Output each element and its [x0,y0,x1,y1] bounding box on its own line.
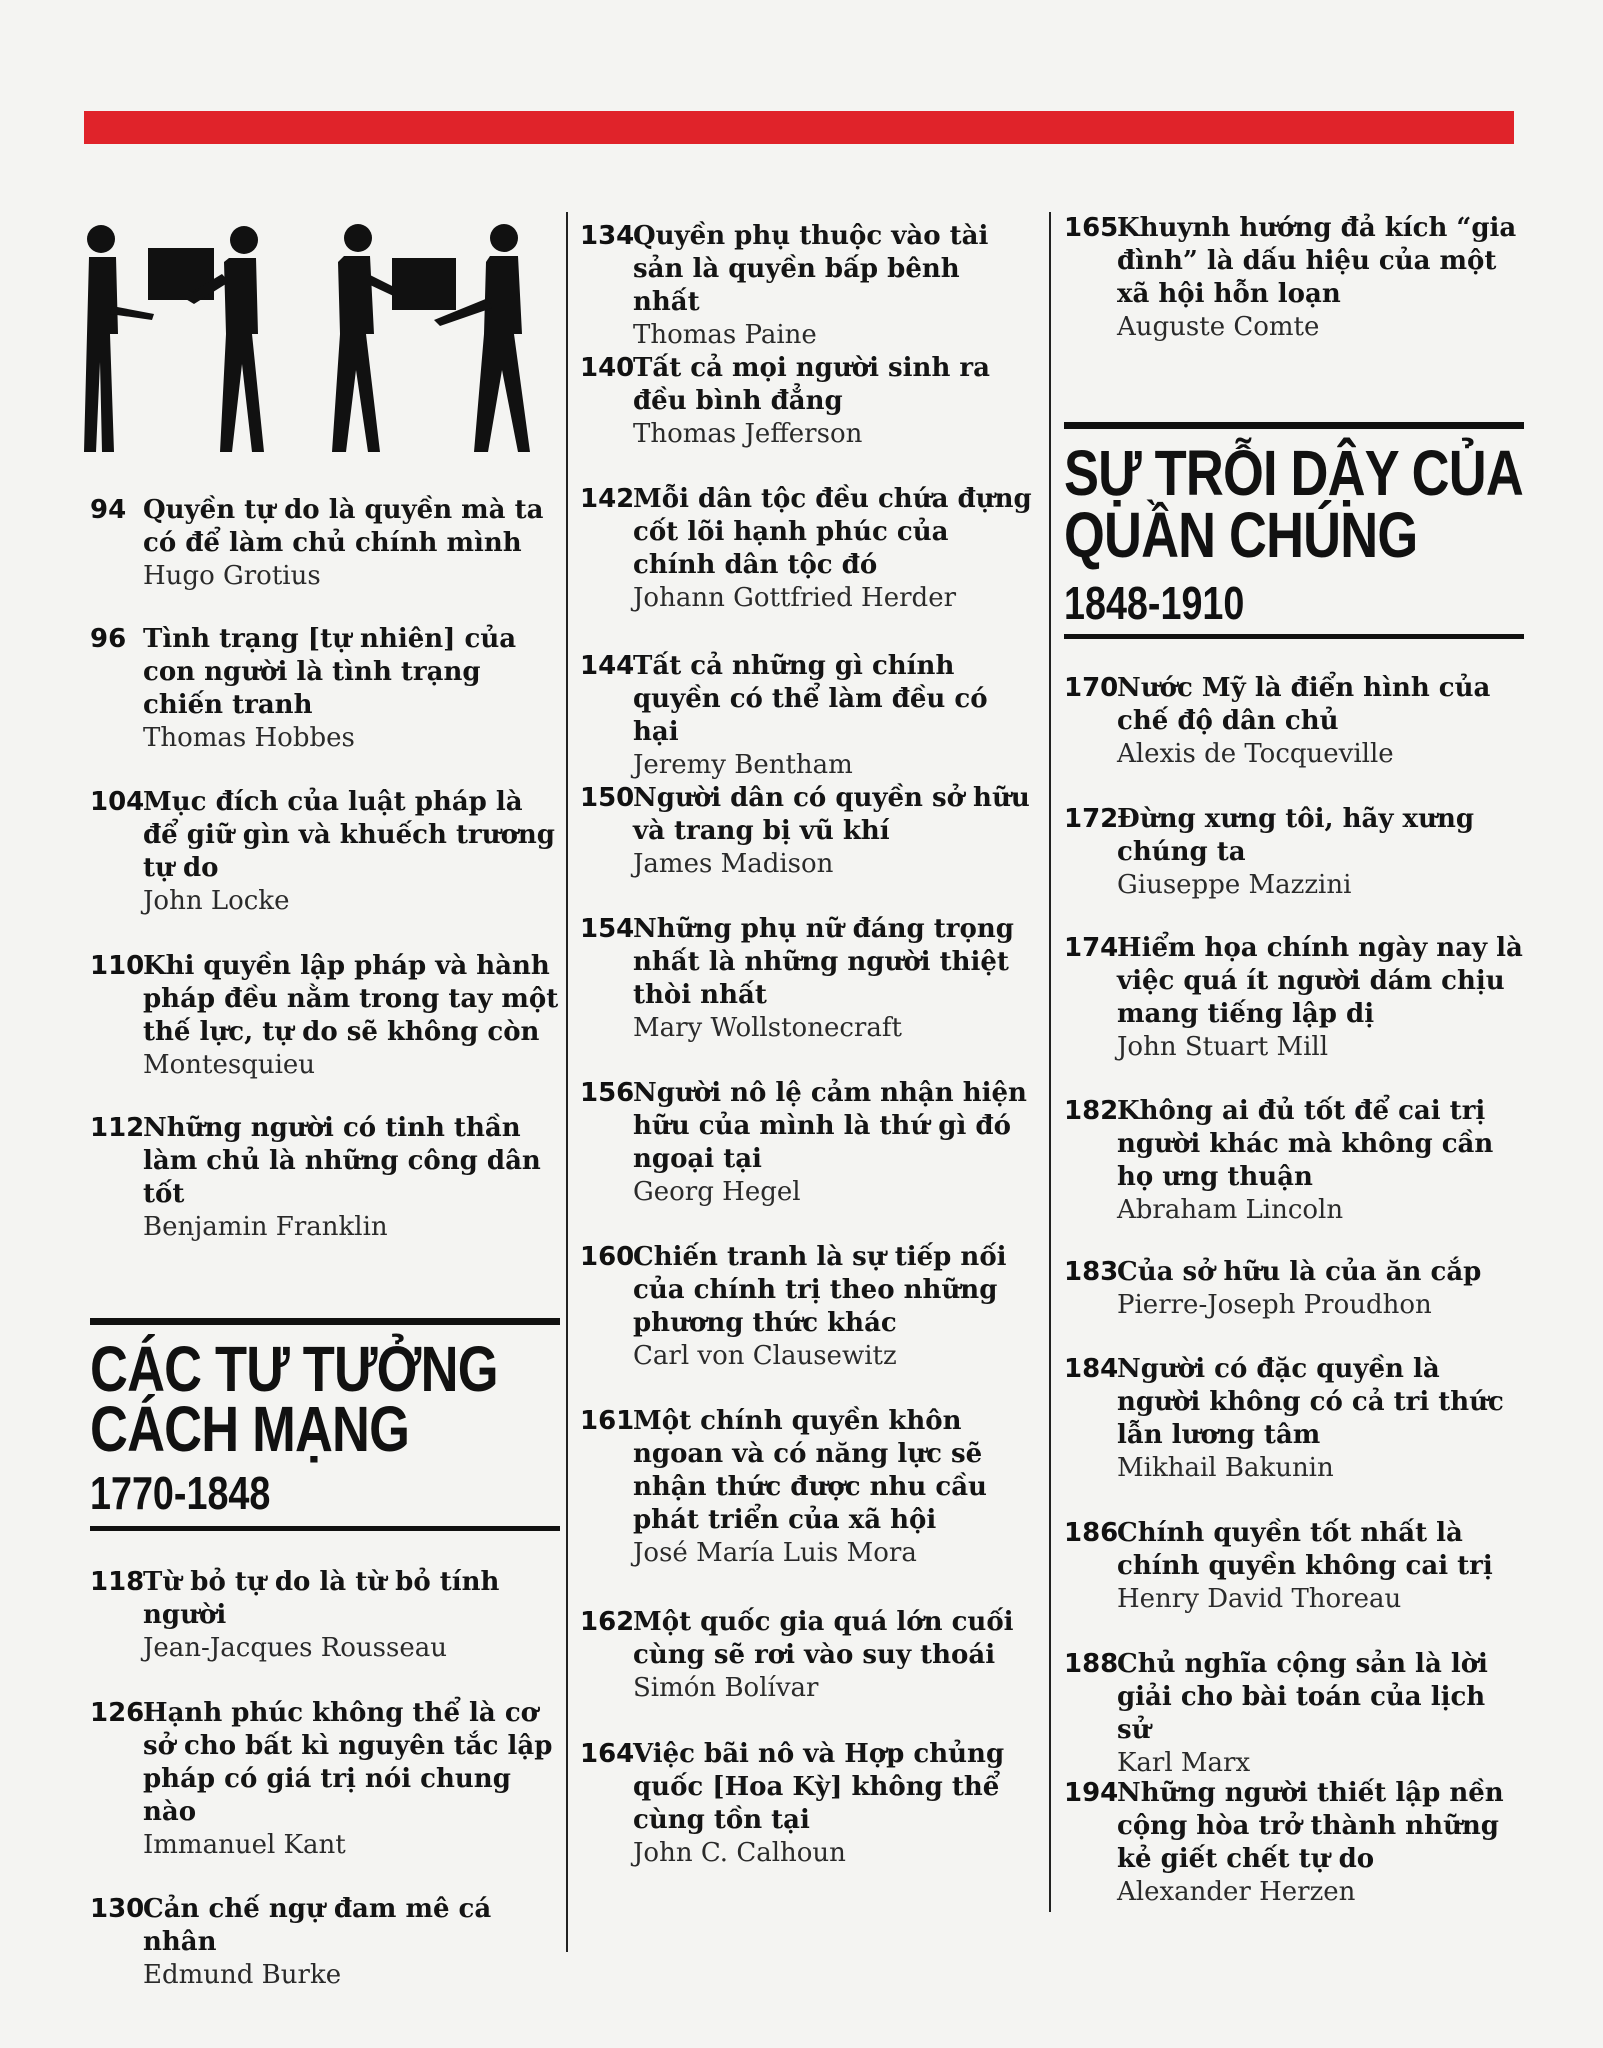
entry-author: Jean-Jacques Rousseau [143,1633,448,1663]
toc-entry[interactable] [580,1405,1035,1570]
toc-entry[interactable] [580,782,1035,881]
toc-entry[interactable] [1064,212,1524,344]
toc-entry[interactable] [90,494,560,593]
toc-entry[interactable] [90,1112,560,1244]
section-years: 1848-1910 [1064,577,1245,629]
column-divider [566,212,568,1952]
section-top-rule [90,1318,560,1325]
page-number: 134 [580,221,635,251]
entry-author: Immanuel Kant [143,1830,346,1860]
entry-author: Giuseppe Mazzini [1117,870,1352,900]
toc-entry[interactable] [1064,1095,1524,1227]
toc-entry[interactable] [1064,1648,1524,1780]
page-number: 161 [580,1406,635,1436]
entry-author: Georg Hegel [633,1177,801,1207]
red-header-bar [84,111,1514,144]
entry-title: Người dân có quyền sở hữu và trang bị vũ khí [633,783,1030,846]
entry-author: Montesquieu [143,1050,316,1080]
entry-title: Quyền phụ thuộc vào tài sản là quyền bấp bênh nhất [633,221,989,317]
entry-author: James Madison [633,849,834,879]
entry-author: John Locke [143,886,290,916]
page-number: 172 [1064,804,1119,834]
toc-entry[interactable] [90,1893,560,1992]
entry-author: Mary Wollstonecraft [633,1013,902,1043]
page-number: 118 [90,1567,145,1597]
entry-author: Alexander Herzen [1117,1877,1356,1907]
page-number: 188 [1064,1649,1119,1679]
toc-entry[interactable] [580,483,1035,615]
entry-title: Cản chế ngự đam mê cá nhân [143,1894,492,1957]
page-number: 156 [580,1078,635,1108]
entry-title: Của sở hữu là của ăn cắp [1117,1257,1482,1287]
toc-entry[interactable] [1064,1777,1524,1909]
section-header-rise-of-masses [1064,422,1524,642]
toc-entry[interactable] [580,352,1035,451]
section-title-line1: CÁC TƯ TƯỞNG [90,1333,498,1405]
toc-entry[interactable] [1064,932,1524,1064]
entry-author: Carl von Clausewitz [633,1341,897,1371]
entry-title: Không ai đủ tốt để cai trị người khác mà không cần họ ưng thuận [1117,1096,1494,1192]
page-number: 140 [580,353,635,383]
entry-author: John C. Calhoun [633,1838,846,1868]
entry-title: Mục đích của luật pháp là để giữ gìn và khuếch trương tự do [143,787,555,883]
people-passing-boxes-icon [84,222,554,462]
toc-entry[interactable] [580,1606,1035,1705]
section-years: 1770-1848 [90,1467,271,1519]
entry-title: Tất cả những gì chính quyền có thể làm đều có hại [633,651,988,747]
entry-author: Hugo Grotius [143,561,321,591]
page-number: 150 [580,783,635,813]
section-header-revolutionary-ideas [90,1318,560,1533]
entry-author: Alexis de Tocqueville [1117,739,1394,769]
page-number: 170 [1064,673,1119,703]
page-number: 112 [90,1113,145,1143]
page-number: 162 [580,1607,635,1637]
entry-title: Từ bỏ tự do là từ bỏ tính người [143,1567,500,1630]
entry-author: Edmund Burke [143,1960,342,1990]
entry-title: Chiến tranh là sự tiếp nối của chính trị theo những phương thức khác [633,1242,1007,1338]
page-number: 154 [580,914,635,944]
entry-author: Benjamin Franklin [143,1212,388,1242]
page-number: 174 [1064,933,1119,963]
entry-author: Jeremy Bentham [633,750,853,780]
page-number: 96 [90,624,127,654]
toc-entry[interactable] [90,950,560,1082]
entry-title: Những người có tinh thần làm chủ là những công dân tốt [143,1113,541,1209]
entry-title: Hiểm họa chính ngày nay là việc quá ít người dám chịu mang tiếng lập dị [1117,933,1523,1029]
page-number: 183 [1064,1257,1119,1287]
page-number: 144 [580,651,635,681]
page-number: 165 [1064,213,1119,243]
toc-entry[interactable] [1064,803,1524,902]
toc-entry[interactable] [580,650,1035,782]
column-divider [1049,212,1051,1912]
entry-author: Abraham Lincoln [1117,1195,1344,1225]
page-number: 164 [580,1739,635,1769]
toc-entry[interactable] [580,913,1035,1045]
entry-author: Simón Bolívar [633,1673,819,1703]
toc-entry[interactable] [580,220,1035,352]
entry-title: Hạnh phúc không thể là cơ sở cho bất kì nguyên tắc lập pháp có giá trị nói chung nào [143,1698,553,1827]
toc-entry[interactable] [1064,672,1524,771]
toc-entry[interactable] [1064,1353,1524,1485]
section-top-rule [1064,422,1524,429]
page-number: 94 [90,495,127,525]
toc-entry[interactable] [580,1077,1035,1209]
section-title-line1: SỰ TRỖI DẬY CỦA [1064,437,1523,509]
page-number: 110 [90,951,145,981]
page-number: 182 [1064,1096,1119,1126]
section-bottom-rule [1064,634,1524,639]
entry-title: Tình trạng [tự nhiên] của con người là tình trạng chiến tranh [143,624,517,720]
toc-entry[interactable] [1064,1517,1524,1616]
toc-entry[interactable] [90,786,560,918]
section-title-line2: CÁCH MẠNG [90,1393,410,1465]
entry-title: Một quốc gia quá lớn cuối cùng sẽ rơi vào suy thoái [633,1607,1014,1670]
entry-title: Đừng xưng tôi, hãy xưng chúng ta [1117,804,1475,867]
entry-author: John Stuart Mill [1117,1032,1329,1062]
toc-entry[interactable] [90,1697,560,1862]
entry-author: Thomas Jefferson [633,419,863,449]
entry-title: Việc bãi nô và Hợp chủng quốc [Hoa Kỳ] không thể cùng tồn tại [633,1739,1005,1835]
entry-title: Những phụ nữ đáng trọng nhất là những người thiệt thòi nhất [633,914,1014,1010]
section-bottom-rule [90,1526,560,1531]
entry-author: Henry David Thoreau [1117,1584,1402,1614]
page-number: 186 [1064,1518,1119,1548]
entry-author: Mikhail Bakunin [1117,1453,1334,1483]
page-number: 104 [90,787,145,817]
entry-title: Mỗi dân tộc đều chứa đựng cốt lõi hạnh phúc của chính dân tộc đó [633,484,1032,580]
section-title-line2: QUẦN CHÚNG [1064,499,1418,571]
entry-author: Auguste Comte [1117,312,1320,342]
toc-entry[interactable] [580,1738,1035,1870]
entry-title: Chính quyền tốt nhất là chính quyền không cai trị [1117,1518,1493,1581]
entry-author: José María Luis Mora [633,1538,917,1568]
entry-author: Thomas Hobbes [143,723,355,753]
page-number: 194 [1064,1778,1119,1808]
entry-author: Johann Gottfried Herder [633,583,957,613]
toc-entry[interactable] [90,623,560,755]
toc-entry[interactable] [90,1566,560,1665]
toc-entry[interactable] [580,1241,1035,1373]
entry-author: Thomas Paine [633,320,817,350]
entry-title: Khi quyền lập pháp và hành pháp đều nằm trong tay một thế lực, tự do sẽ không còn [143,951,559,1047]
page-number: 126 [90,1698,145,1728]
entry-title: Chủ nghĩa cộng sản là lời giải cho bài toán của lịch sử [1117,1649,1488,1745]
page-number: 130 [90,1894,145,1924]
entry-author: Karl Marx [1117,1748,1251,1778]
toc-entry[interactable] [1064,1256,1524,1322]
page-number: 160 [580,1242,635,1272]
entry-title: Tất cả mọi người sinh ra đều bình đẳng [633,353,990,416]
entry-title: Nước Mỹ là điển hình của chế độ dân chủ [1117,673,1491,736]
entry-author: Pierre-Joseph Proudhon [1117,1290,1432,1320]
page-number: 142 [580,484,635,514]
entry-title: Người nô lệ cảm nhận hiện hữu của mình là thứ gì đó ngoại tại [633,1078,1027,1174]
entry-title: Khuynh hướng đả kích “gia đình” là dấu hiệu của một xã hội hỗn loạn [1117,213,1517,309]
page-number: 184 [1064,1354,1119,1384]
entry-title: Một chính quyền khôn ngoan và có năng lực sẽ nhận thức được nhu cầu phát triển của xã hội [633,1406,987,1535]
entry-title: Quyền tự do là quyền mà ta có để làm chủ chính mình [143,495,544,558]
entry-title: Người có đặc quyền là người không có cả tri thức lẫn lương tâm [1117,1354,1504,1450]
entry-title: Những người thiết lập nền cộng hòa trở thành những kẻ giết chết tự do [1117,1778,1504,1874]
